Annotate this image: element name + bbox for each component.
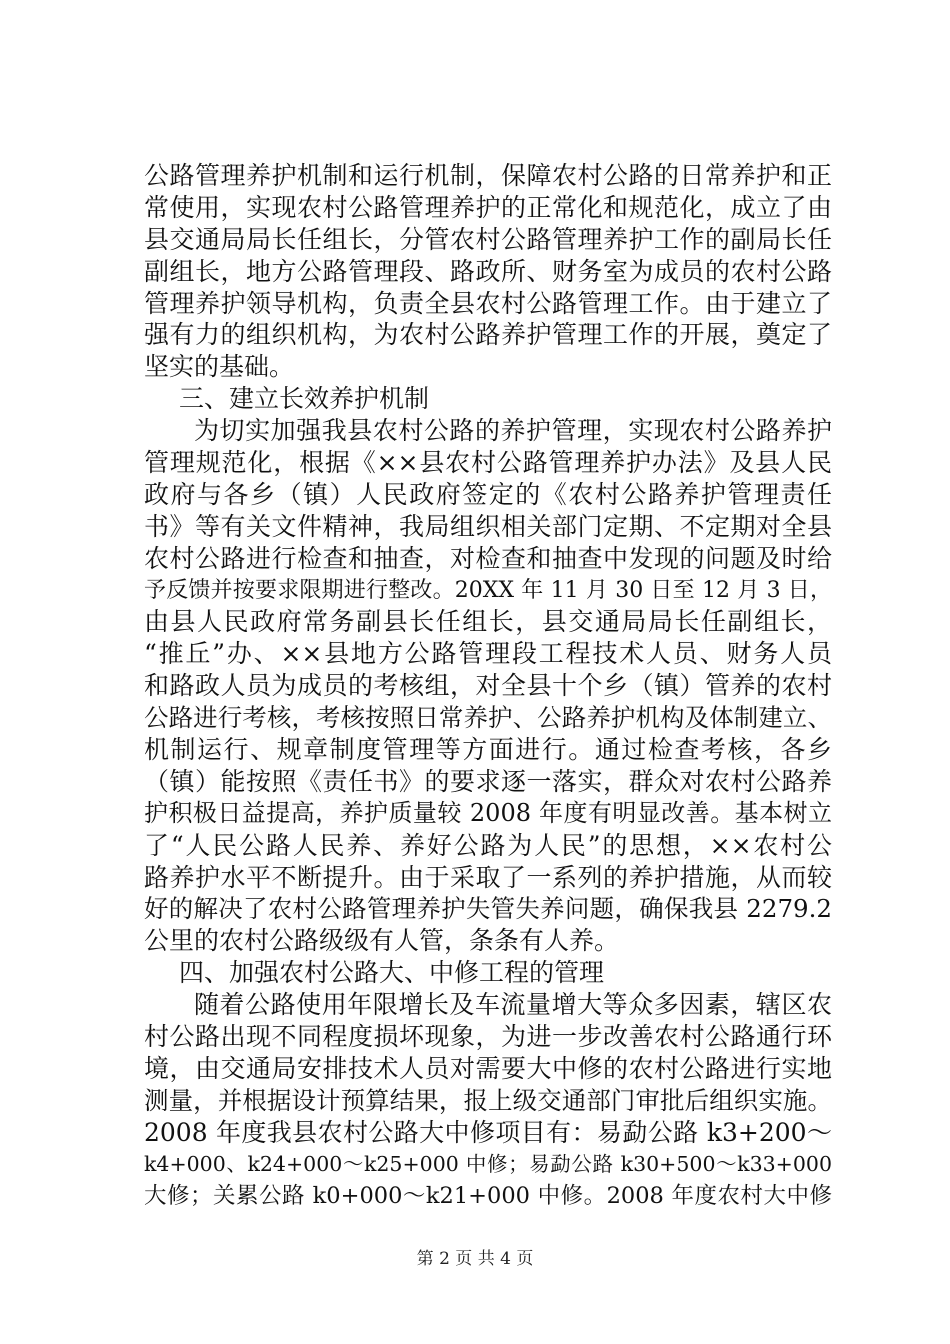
text-line: 公路进行考核，考核按照日常养护、公路养护机构及体制建立、	[144, 703, 832, 733]
text-line: 管理规范化，根据《××县农村公路管理养护办法》及县人民	[144, 448, 832, 478]
text-line: 和路政人员为成员的考核组，对全县十个乡（镇）管养的农村	[144, 671, 832, 701]
text-line: 副组长，地方公路管理段、路政所、财务室为成员的农村公路	[144, 256, 832, 286]
text-line: （镇）能按照《责任书》的要求逐一落实，群众对农村公路养	[144, 766, 832, 796]
text-line: 测量，并根据设计预算结果，报上级交通部门审批后组织实施。	[144, 1085, 832, 1115]
text-line: 县交通局局长任组长，分管农村公路管理养护工作的副局长任	[144, 224, 832, 254]
text-line: 公里的农村公路级级有人管，条条有人养。	[144, 926, 620, 956]
text-line: 农村公路进行检查和抽查，对检查和抽查中发现的问题及时给	[144, 543, 832, 573]
page-footer	[0, 1244, 950, 1269]
text-line: 路养护水平不断提升。由于采取了一系列的养护措施，从而较	[144, 862, 832, 892]
text-line: 予反馈并按要求限期进行整改。20XX 年 11 月 30 日至 12 月 3 日，	[144, 577, 832, 603]
text-line: 机制运行、规章制度管理等方面进行。通过检查考核，各乡	[144, 735, 832, 765]
text-line: k4+000、k24+000～k25+000 中修；易勐公路 k30+500～k33+000	[144, 1151, 832, 1176]
text-line: 强有力的组织机构，为农村公路养护管理工作的开展，奠定了	[144, 320, 832, 350]
text-line: 为切实加强我县农村公路的养护管理，实现农村公路养护	[194, 416, 832, 446]
document-body	[144, 160, 832, 1212]
text-line: 管理养护领导机构，负责全县农村公路管理工作。由于建立了	[144, 288, 832, 318]
text-line: 书》等有关文件精神，我局组织相关部门定期、不定期对全县	[144, 511, 832, 541]
text-line: 坚实的基础。	[144, 352, 295, 382]
text-line: 公路管理养护机制和运行机制，保障农村公路的日常养护和正	[144, 161, 832, 190]
text-line: 好的解决了农村公路管理养护失管失养问题，确保我县 2279.2	[144, 894, 832, 924]
text-line: 政府与各乡（镇）人民政府签定的《农村公路养护管理责任	[144, 479, 832, 509]
text-line: 由县人民政府常务副县长任组长，县交通局局长任副组长，	[144, 607, 832, 637]
text-line: 了“人民公路人民养、养好公路为人民”的思想，××农村公	[144, 830, 832, 860]
page-number: 第 2 页 共 4 页	[416, 1249, 534, 1269]
text-line: 2008 年度我县农村公路大中修项目有：易勐公路 k3+200～	[144, 1117, 832, 1147]
text-line: “推丘”办、××县地方公路管理段工程技术人员、财务人员	[144, 639, 832, 669]
section-heading: 三、建立长效养护机制	[179, 384, 430, 414]
text-line: 境，由交通局安排技术人员对需要大中修的农村公路进行实地	[144, 1053, 832, 1083]
text-line: 护积极日益提高，养护质量较 2008 年度有明显改善。基本树立	[144, 798, 832, 827]
section-heading: 四、加强农村公路大、中修工程的管理	[179, 958, 605, 988]
text-line: 随着公路使用年限增长及车流量增大等众多因素，辖区农	[194, 990, 832, 1020]
text-line: 常使用，实现农村公路管理养护的正常化和规范化，成立了由	[144, 192, 832, 222]
text-line: 村公路出现不同程度损坏现象，为进一步改善农村公路通行环	[144, 1022, 832, 1052]
text-line: 大修；关累公路 k0+000～k21+000 中修。2008 年度农村大中修	[144, 1182, 832, 1209]
